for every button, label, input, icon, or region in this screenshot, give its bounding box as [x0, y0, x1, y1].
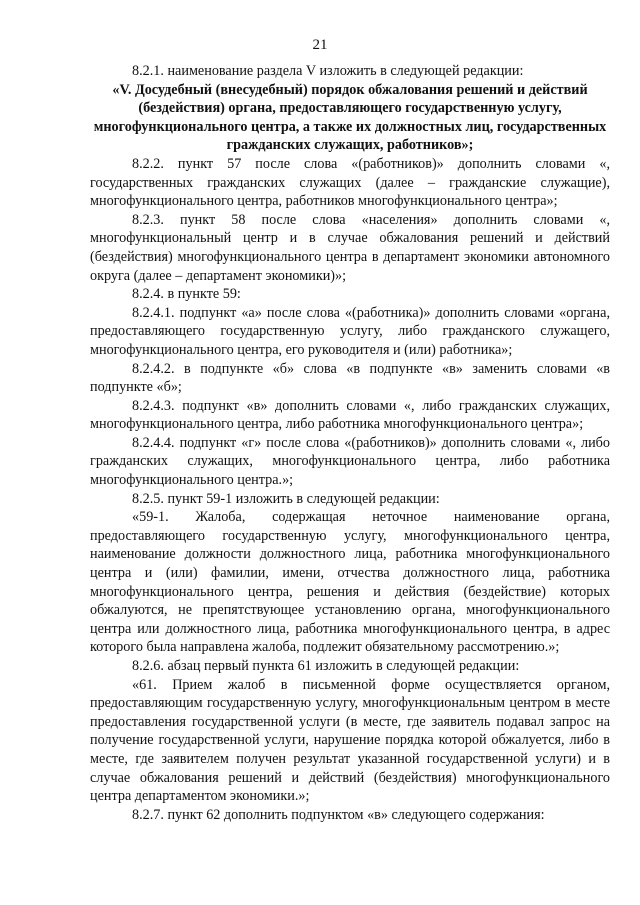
paragraph-61-text: «61. Прием жалоб в письменной форме осуществляется органом, предоставляющим государственную услугу, многофункциональным центром в месте предоставления государственной услуги (в месте, где заявитель подавал запрос на получение государственной услуги, нарушение порядка которой обжалуется, либо в месте, где заявителем получен результат указанной государственной услуги) и в случае обжалования решений и действий (бездействия) многофункционального центра департаментом экономики.»;	[90, 676, 610, 805]
paragraph-8-2-3: 8.2.3. пункт 58 после слова «населения» дополнить словами «, многофункциональный центр и в случае обжалования решений и действий (бездействия) многофункционального центра в департамент экономики автономного округа (далее – департамент экономики)»;	[90, 211, 610, 284]
paragraph-8-2-1: 8.2.1. наименование раздела V изложить в следующей редакции:	[132, 63, 524, 79]
document-body	[90, 62, 610, 824]
paragraph-8-2-5: 8.2.5. пункт 59-1 изложить в следующей редакции:	[132, 490, 440, 507]
paragraph-8-2-4: 8.2.4. в пункте 59:	[132, 286, 241, 303]
paragraph-8-2-7: 8.2.7. пункт 62 дополнить подпунктом «в» следующего содержания:	[132, 806, 545, 823]
paragraph-8-2-4-3: 8.2.4.3. подпункт «в» дополнить словами «, либо гражданских служащих, многофункционального центра, либо работника многофункционального центра»;	[90, 397, 610, 433]
paragraph-8-2-6: 8.2.6. абзац первый пункта 61 изложить в следующей редакции:	[132, 658, 520, 674]
section-v-title: «V. Досудебный (внесудебный) порядок обжалования решений и действий (бездействия) органа, предоставляющего государственную услугу, многофункционального центра, а также их должностных лиц, государственных гражданских служащих, работников»;	[93, 81, 607, 154]
paragraph-8-2-2: 8.2.2. пункт 57 после слова «(работников)» дополнить словами «, государственных гражданских служащих (далее – гражданские служащие), многофункционального центра, работников многофункционального центра»;	[90, 155, 610, 210]
page-number: 21	[312, 37, 328, 53]
paragraph-8-2-4-2: 8.2.4.2. в подпункте «б» слова «в подпункте «в» заменить словами «в подпункте «б»;	[90, 360, 610, 396]
paragraph-8-2-4-4: 8.2.4.4. подпункт «г» после слова «(работников)» дополнить словами «, либо гражданских служащих, многофункционального центра, либо работника многофункционального центра.»;	[90, 434, 610, 489]
paragraph-8-2-4-1: 8.2.4.1. подпункт «а» после слова «(работника)» дополнить словами «органа, предоставляющего государственную услугу, либо гражданского служащего, многофункционального центра, его руководителя и (или) работника»;	[90, 304, 610, 358]
paragraph-59-1-text: «59-1. Жалоба, содержащая неточное наименование органа, предоставляющего государственную услугу, многофункционального центра, наименование должности должностного лица, работника многофункционального центра и (или) фамилии, имени, отчества должностного лица, работника многофункционального центра, решения и действия (бездействие) которых обжалуются, не препятствующее установлению органа, многофункционального центра или должностного лица, работника многофункционального центра, в адрес которого была направлена жалоба, подлежит обязательному рассмотрению.»;	[90, 509, 610, 656]
